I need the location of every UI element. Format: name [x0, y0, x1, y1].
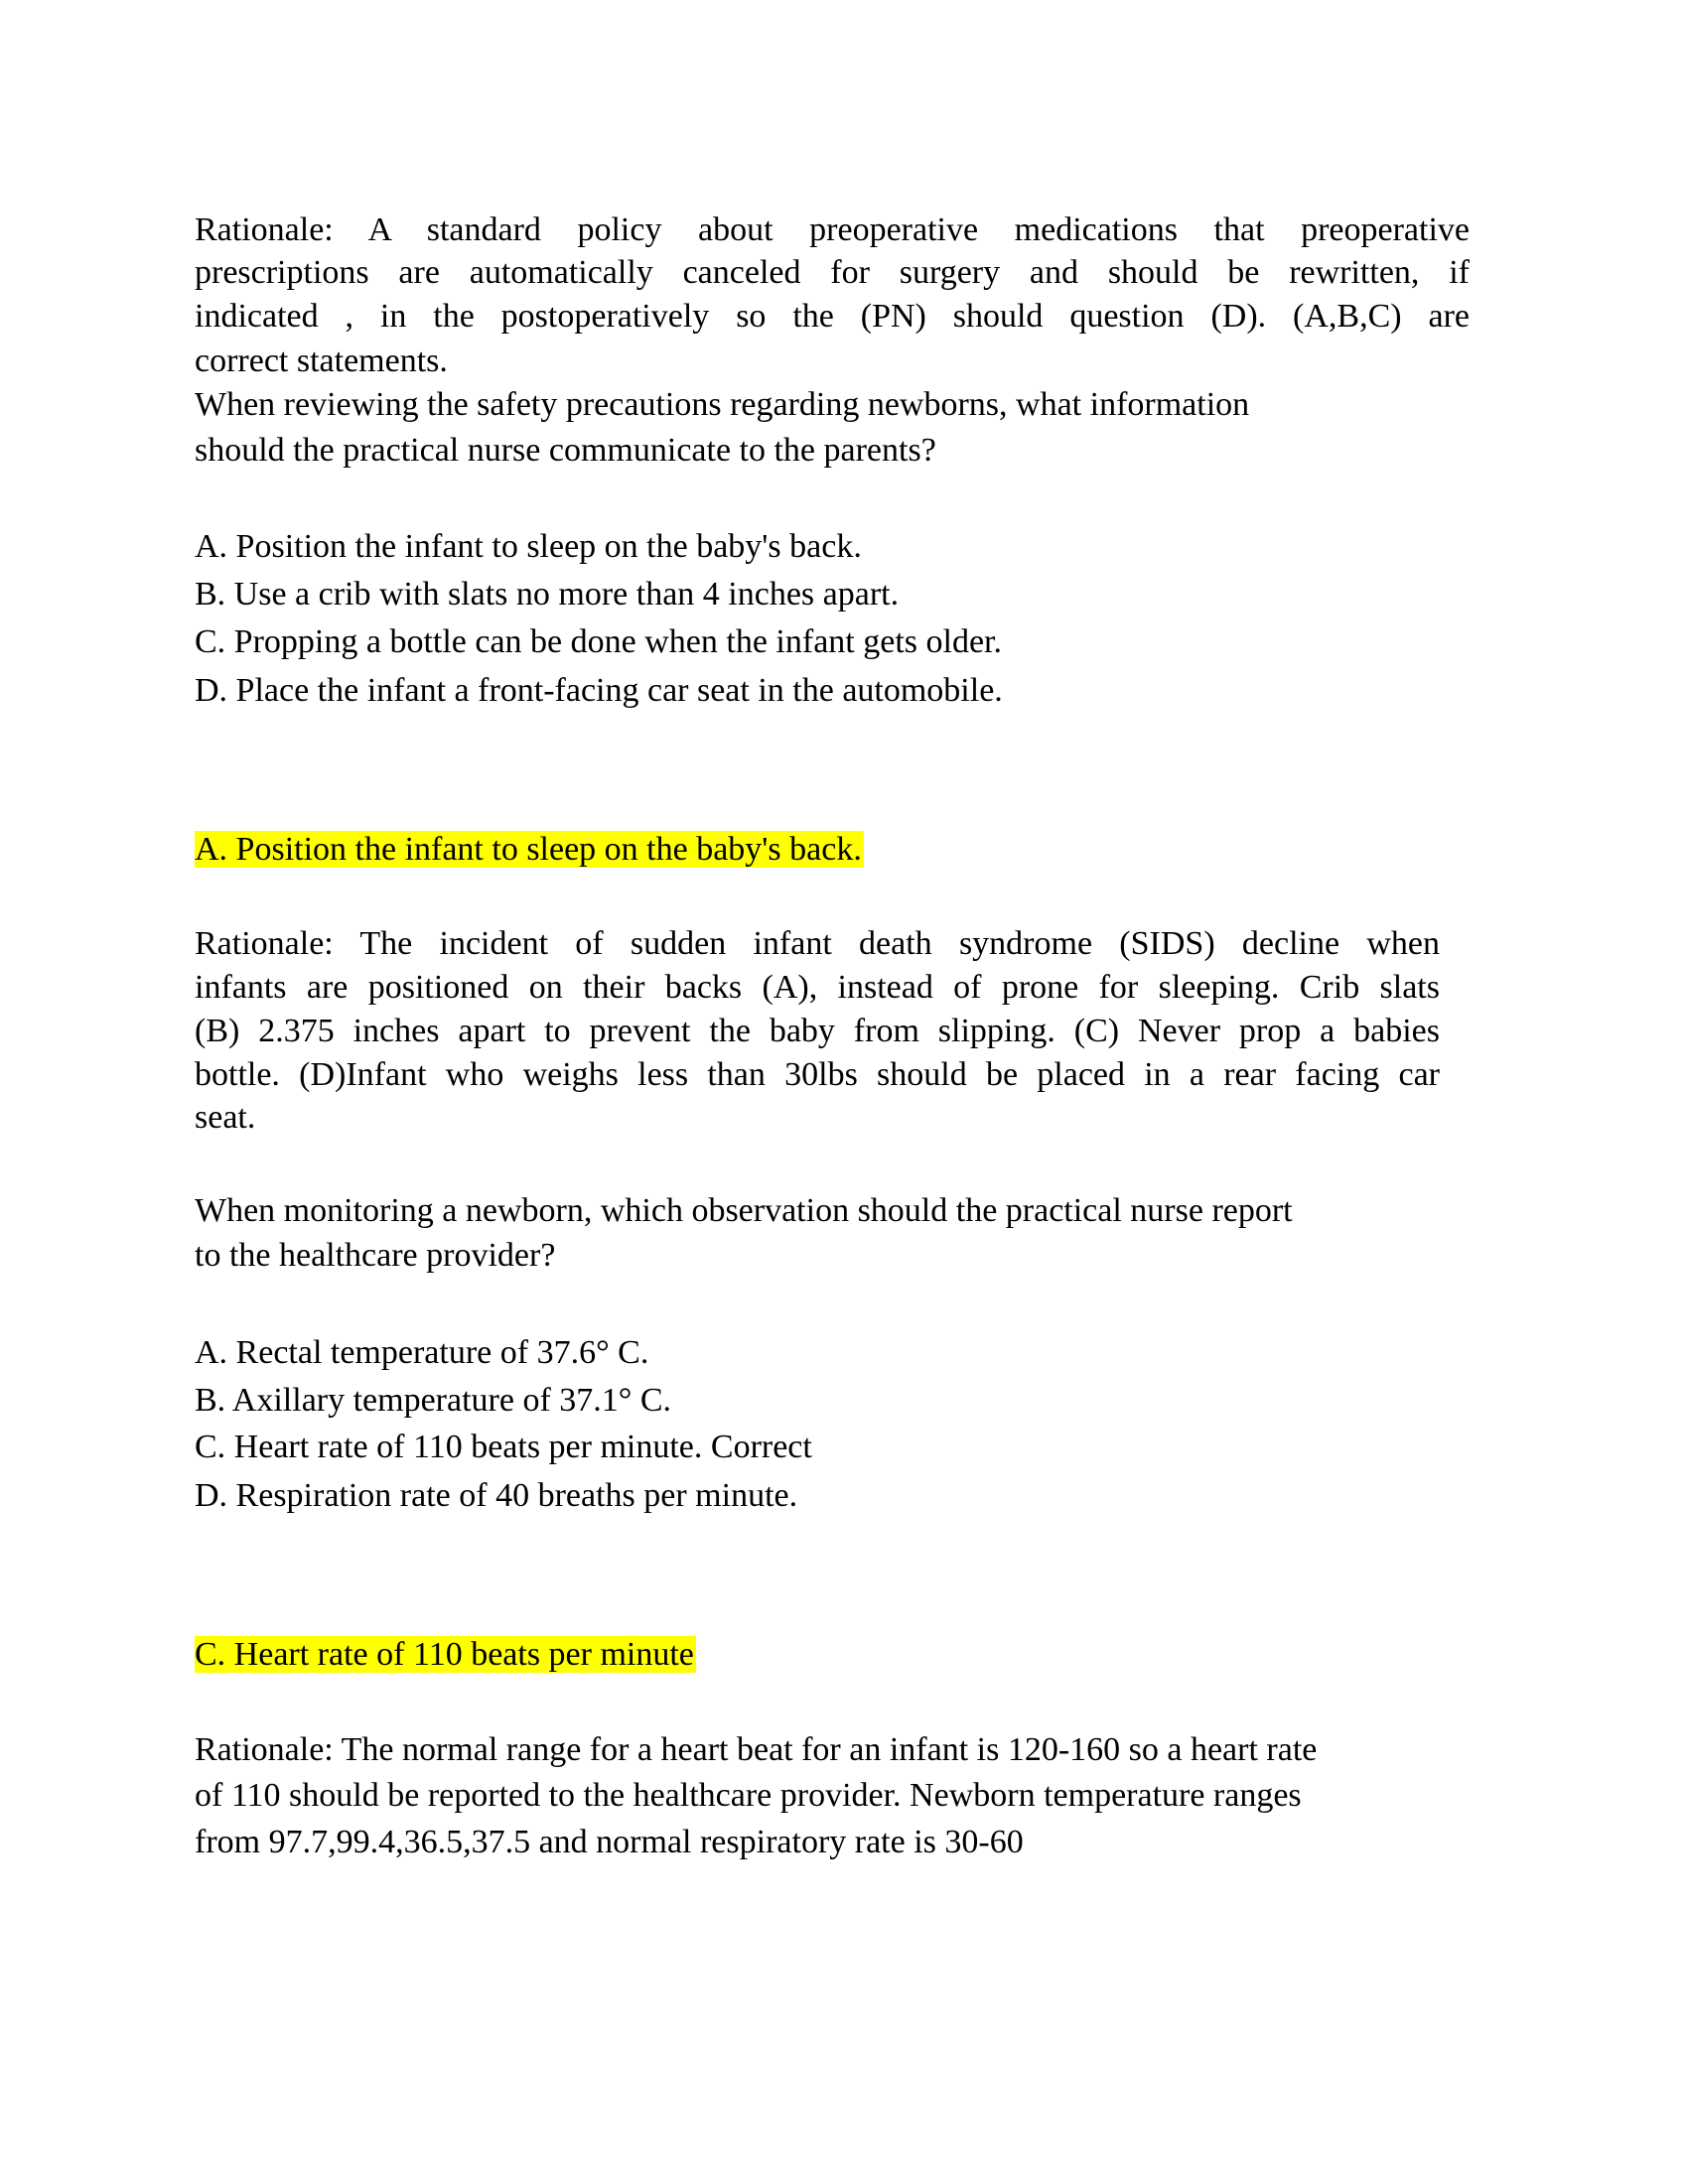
rationale-line: Rationale: The normal range for a heart beat for an infant is 120-160 so a heart rate: [195, 1731, 1318, 1768]
rationale-line: Rationale: The incident of sudden infant death syndrome (SIDS) decline when: [195, 925, 1440, 962]
rationale-line: bottle. (D)Infant who weighs less than 30lbs should be placed in a rear facing car: [195, 1056, 1440, 1093]
question-text: should the practical nurse communicate to the parents?: [195, 432, 936, 469]
question-text: When reviewing the safety precautions regarding newborns, what information: [195, 386, 1250, 423]
highlighted-answer: C. Heart rate of 110 beats per minute: [195, 1636, 694, 1673]
rationale-line: correct statements.: [195, 342, 448, 379]
rationale-line: of 110 should be reported to the healthcare provider. Newborn temperature ranges: [195, 1777, 1302, 1814]
option-d: D. Respiration rate of 40 breaths per minute.: [195, 1477, 798, 1514]
option-b: B. Use a crib with slats no more than 4 inches apart.: [195, 576, 900, 613]
rationale-line: infants are positioned on their backs (A), instead of prone for sleeping. Crib slats: [195, 969, 1440, 1006]
option-a: A. Position the infant to sleep on the baby's back.: [195, 528, 862, 565]
highlighted-answer: A. Position the infant to sleep on the baby's back.: [195, 831, 862, 868]
rationale-line: from 97.7,99.4,36.5,37.5 and normal respiratory rate is 30-60: [195, 1824, 1024, 1860]
rationale-line: indicated , in the postoperatively so the (PN) should question (D). (A,B,C) are: [195, 298, 1470, 335]
rationale-line: seat.: [195, 1099, 256, 1136]
question-text: to the healthcare provider?: [195, 1237, 556, 1274]
option-b: B. Axillary temperature of 37.1° C.: [195, 1382, 672, 1419]
question-text: When monitoring a newborn, which observation should the practical nurse report: [195, 1192, 1293, 1229]
option-d: D. Place the infant a front-facing car seat in the automobile.: [195, 672, 1003, 709]
rationale-line: Rationale: A standard policy about preoperative medications that preoperative: [195, 211, 1470, 248]
rationale-line: prescriptions are automatically canceled for surgery and should be rewritten, if: [195, 254, 1470, 291]
option-a: A. Rectal temperature of 37.6° C.: [195, 1334, 649, 1371]
option-c: C. Heart rate of 110 beats per minute. Correct: [195, 1429, 812, 1465]
rationale-line: (B) 2.375 inches apart to prevent the baby from slipping. (C) Never prop a babies: [195, 1013, 1440, 1049]
option-c: C. Propping a bottle can be done when the infant gets older.: [195, 623, 1002, 660]
